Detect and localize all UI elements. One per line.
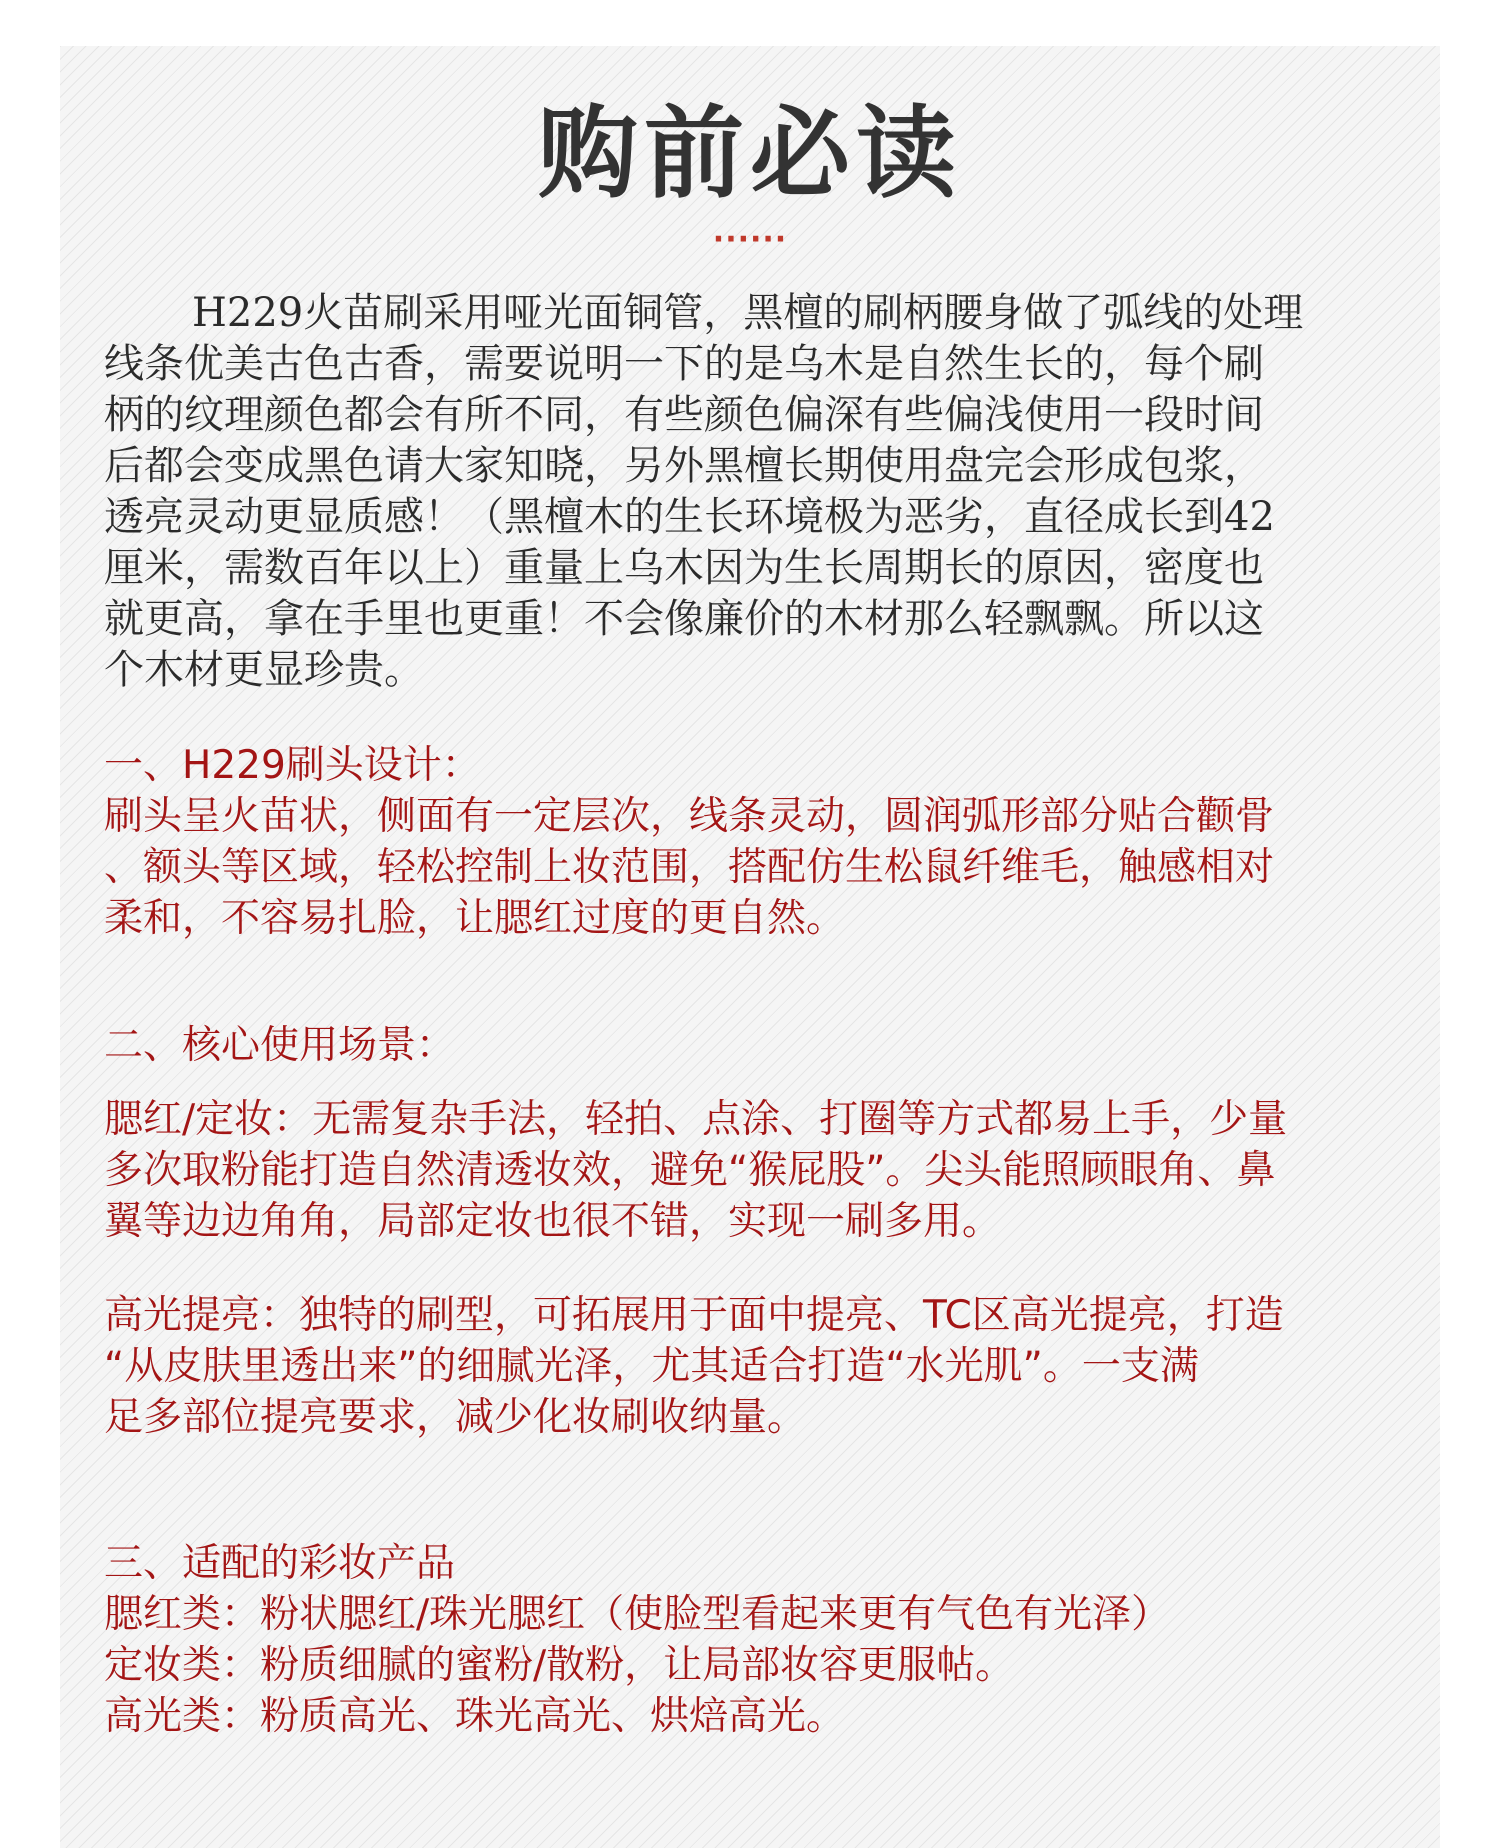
section-line: 腮红/定妆：无需复杂手法，轻拍、点涂、打圈等方式都易上手，少量 [104,1097,1288,1142]
section-line: 刷头呈火苗状，侧面有一定层次，线条灵动，圆润弧形部分贴合颧骨 [104,794,1275,839]
section-line: 、额头等区域，轻松控制上妆范围，搭配仿生松鼠纤维毛，触感相对 [104,845,1275,890]
section-line: “从皮肤里透出来”的细腻光泽，尤其适合打造“水光肌”。一支满 [104,1344,1199,1389]
intro-line: 线条优美古色古香，需要说明一下的是乌木是自然生长的，每个刷 [104,341,1264,387]
section-line: 高光类：粉质高光、珠光高光、烘焙高光。 [104,1694,846,1739]
title-divider: ······ [712,222,788,257]
section-line: 多次取粉能打造自然清透妆效，避免“猴屁股”。尖头能照顾眼角、鼻 [104,1148,1276,1193]
intro-line: 柄的纹理颜色都会有所不同，有些颜色偏深有些偏浅使用一段时间 [104,392,1264,438]
section-heading: 一、H229刷头设计： [104,743,481,788]
section-line: 足多部位提亮要求，减少化妆刷收纳量。 [104,1395,807,1440]
intro-line: 个木材更显珍贵。 [104,647,424,693]
section-core-usage-heading [104,1020,1444,1071]
intro-line: 就更高，拿在手里也更重！不会像廉价的木材那么轻飘飘。所以这 [104,596,1264,642]
section-usage-highlight [104,1290,1444,1443]
section-line: 翼等边边角角，局部定妆也很不错，实现一刷多用。 [104,1199,1002,1244]
section-line: 腮红类：粉状腮红/珠光腮红（使脸型看起来更有气色有光泽） [104,1592,1171,1637]
section-line: 柔和，不容易扎脸，让腮红过度的更自然。 [104,896,846,941]
section-heading: 二、核心使用场景： [104,1023,456,1068]
section-compatible-products [104,1538,1444,1742]
section-line: 定妆类：粉质细腻的蜜粉/散粉，让局部妆容更服帖。 [104,1643,1015,1688]
intro-line: 透亮灵动更显质感！（黑檀木的生长环境极为恶劣，直径成长到42 [104,494,1275,540]
intro-line: H229火苗刷采用哑光面铜管，黑檀的刷柄腰身做了弧线的处理 [192,290,1304,336]
intro-paragraph [104,288,1404,696]
intro-line: 后都会变成黑色请大家知晓，另外黑檀长期使用盘完会形成包浆， [104,443,1264,489]
section-brush-head-design [104,740,1444,944]
intro-line: 厘米，需数百年以上）重量上乌木因为生长周期长的原因，密度也 [104,545,1264,591]
section-line: 高光提亮：独特的刷型，可拓展用于面中提亮、TC区高光提亮，打造 [104,1293,1284,1338]
section-usage-blush-setting [104,1094,1444,1247]
page-title: 购前必读 [538,94,962,212]
section-heading: 三、适配的彩妆产品 [104,1541,456,1586]
